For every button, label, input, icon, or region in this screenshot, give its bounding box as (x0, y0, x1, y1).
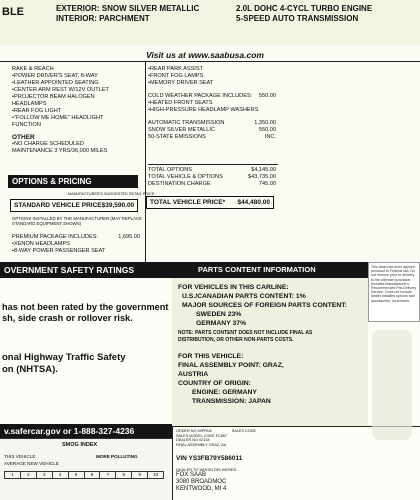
parts-note (178, 330, 312, 344)
note-line: DISTRIBUTION, OR OTHER NON-PARTS COSTS. (178, 337, 294, 343)
origin-line: TRANSMISSION: JAPAN (192, 398, 271, 405)
total-line (148, 181, 276, 188)
price-line-value: 550.00 (258, 127, 276, 133)
nhtsa-line: on (NHTSA). (2, 364, 58, 375)
total-vehicle-row (150, 199, 270, 206)
list-item: •LEATHER APPOINTED SEATING (12, 80, 99, 86)
list-item: •MEMORY DRIVER SEAT (148, 80, 214, 86)
total-line-label: TOTAL OPTIONS (148, 167, 193, 173)
list-item: •REAR FOG LIGHT (12, 108, 62, 114)
smog-scale-cell: 4 (53, 472, 69, 478)
installed-note (12, 216, 142, 226)
parts-heading: PARTS CONTENT INFORMATION (172, 262, 368, 278)
assembly-port: FINAL ASSEMBLY GRAZ, AU (176, 442, 227, 447)
list-item: HEADLAMPS (12, 101, 47, 107)
safety-line: has not been rated by the government (2, 302, 169, 312)
vin-line: VIN YS3FB79Y586011 (176, 455, 243, 462)
smog-more-polluting: MORE POLLUTING (96, 454, 138, 459)
header-code: BLE (2, 6, 24, 18)
list-item: •8-WAY POWER PASSENGER SEAT (12, 248, 106, 254)
price-line (148, 120, 276, 127)
deliver-label: DEALER TO WHOM DELIVERED (176, 467, 237, 472)
total-line (148, 174, 276, 181)
origin-line: ENGINE: GERMANY (192, 389, 257, 396)
smog-scale-cell: 1 (5, 472, 21, 478)
smog-scale-cell: 2 (21, 472, 37, 478)
premium-value: 1,695.00 (118, 234, 140, 240)
premium-label: PREMIUM PACKAGE INCLUDES: (12, 234, 98, 240)
smog-average: AVERAGE NEW VEHICLE (4, 461, 59, 466)
list-item: MAINTENANCE 3 YRS/36,000 MILES (12, 148, 108, 154)
center-divider (145, 61, 146, 262)
origin-line: FOR THIS VEHICLE: (178, 353, 244, 360)
safety-line: sh, side crash or rollover risk. (2, 313, 133, 323)
parts-line: FOR VEHICLES IN THIS CARLINE: (178, 284, 289, 291)
website-link[interactable]: Visit us at www.saabusa.com (146, 50, 264, 60)
dealer-city: KENTWOOD, MI 4 (176, 486, 227, 492)
origin-line: FINAL ASSEMBLY POINT: GRAZ, (178, 362, 284, 369)
federal-label-sticker: This label has been applied pursuant to Federal law. Do not remove prior to delivery to the ultimate purchaser. Includes Manufacturer's Recommended Pre-Delivery Service. Does not include dealer installed options and accessories, local taxes. (368, 262, 420, 322)
parts-content-text (178, 283, 347, 328)
origin-line: COUNTRY OF ORIGIN: (178, 380, 251, 387)
list-item: •"FOLLOW ME HOME" HEADLIGHT (12, 115, 104, 121)
price-line-label: 50-STATE EMISSIONS (148, 134, 206, 140)
model-code: SALES MODEL CODE FC867 (176, 433, 228, 438)
list-item: •HEATED FRONT SEATS (148, 100, 213, 106)
smog-scale-cell: 9 (132, 472, 148, 478)
total-line-value: 745.00 (258, 181, 276, 187)
safety-heading: OVERNMENT SAFETY RATINGS (0, 262, 172, 278)
total-vehicle-value: $44,480.00 (237, 199, 270, 206)
price-line (148, 127, 276, 134)
note-line: STANDARD EQUIPMENT SHOWN) (12, 221, 82, 226)
list-item: •XENON HEADLAMPS (12, 241, 70, 247)
note-line: OPTIONS INSTALLED BY THE MANUFACTURER (MAY REPLACE (12, 216, 142, 221)
total-line-value: $4,145.00 (251, 167, 276, 173)
standard-price-row (14, 202, 134, 209)
dealer-street: 3080 BROADMOC (176, 479, 227, 485)
safety-text (2, 302, 168, 324)
left-feature-list (12, 66, 109, 155)
dealer-name: FOX SAAB (176, 472, 207, 478)
cold-weather-label: COLD WEATHER PACKAGE INCLUDES: (148, 93, 253, 99)
parts-line: GERMANY 37% (196, 320, 247, 327)
total-line (148, 167, 276, 174)
list-item: •HIGH-PRESSURE HEADLAMP WASHERS (148, 107, 259, 113)
msrp-label: MANUFACTURER'S SUGGESTED RETAIL PRICE (68, 192, 155, 196)
note-line: NOTE: PARTS CONTENT DOES NOT INCLUDE FINAL AS (178, 330, 313, 336)
other-heading: OTHER (12, 134, 35, 141)
total-vehicle-label: TOTAL VEHICLE PRICE* (150, 199, 226, 206)
smog-scale-cell: 5 (69, 472, 85, 478)
order-info (176, 429, 256, 447)
options-heading: OPTIONS & PRICING (8, 175, 138, 188)
powertrain-info (236, 4, 372, 24)
list-item: RAKE & REACH (12, 66, 54, 72)
price-line-value: 1,350.00 (254, 120, 276, 126)
smog-this-vehicle: THIS VEHICLE (4, 454, 36, 459)
price-line-value: INC. (264, 134, 276, 140)
right-feature-list (148, 66, 276, 141)
totals-divider (148, 164, 278, 165)
smog-scale-cell: 8 (116, 472, 132, 478)
interior-color: INTERIOR: PARCHMENT (56, 14, 150, 23)
standard-price-label: STANDARD VEHICLE PRICE (14, 202, 102, 209)
smog-scale-cell: 10 (153, 472, 159, 477)
total-vehicle-price-box (146, 196, 274, 209)
dealer-number: DEALER NO 02134 (176, 438, 210, 442)
safercar-bar[interactable]: v.safercar.gov or 1-888-327-4236 (0, 424, 172, 438)
exterior-color: EXTERIOR: SNOW SILVER METALLIC (56, 4, 200, 13)
engine-line: 2.0L DOHC 4-CYCL TURBO ENGINE (236, 4, 373, 13)
vehicle-origin (178, 352, 284, 406)
standard-price-value: $39,590.00 (101, 202, 135, 209)
smog-title: SMOG INDEX (62, 442, 98, 448)
smog-scale-cell: 6 (85, 472, 101, 478)
price-line-label: SNOW SILVER METALLIC (148, 127, 215, 133)
color-info (56, 4, 199, 24)
sales-code: SALES CODE (231, 429, 256, 433)
list-item: •PROJECTOR BEAM HALOGEN (12, 94, 95, 100)
list-item: •FRONT FOG LAMPS (148, 73, 204, 79)
smog-scale-cell: 3 (37, 472, 53, 478)
smog-index-box (0, 438, 172, 500)
smog-scale-cell: 7 (100, 472, 116, 478)
price-line (148, 134, 276, 141)
premium-package (12, 234, 140, 255)
top-divider (0, 61, 420, 62)
parts-line: SWEDEN 23% (196, 311, 242, 318)
premium-row (12, 234, 140, 241)
list-item: •POWER DRIVER'S SEAT, 8-WAY (12, 73, 98, 79)
cold-weather-value: 550.00 (258, 93, 276, 99)
parts-line: U.S./CANADIAN PARTS CONTENT: 1% (182, 293, 306, 300)
nhtsa-line: onal Highway Traffic Safety (2, 352, 126, 363)
total-line-label: TOTAL VEHICLE & OPTIONS (148, 174, 223, 180)
total-line-label: DESTINATION CHARGE (148, 181, 211, 187)
total-line-value: $43,735.00 (248, 174, 276, 180)
standard-price-box (10, 199, 138, 212)
price-line-label: AUTOMATIC TRANSMISSION (148, 120, 225, 126)
list-item: •NO CHARGE SCHEDULED (12, 141, 84, 147)
nhtsa-text (2, 352, 126, 376)
parts-line: MAJOR SOURCES OF FOREIGN PARTS CONTENT: (182, 302, 347, 309)
list-item: •CENTER ARM REST W/12V OUTLET (12, 87, 109, 93)
paper-stain (372, 330, 412, 440)
list-item: •REAR PARK ASSIST (148, 66, 204, 72)
transmission-line: 5-SPEED AUTO TRANSMISSION (236, 14, 359, 23)
cold-weather-row (148, 93, 276, 100)
order-number: ORDER NO MIPRN2 (176, 429, 212, 433)
list-item: FUNCTION (12, 122, 41, 128)
origin-line: AUSTRIA (178, 371, 209, 378)
dealer-address (176, 472, 226, 493)
smog-scale (4, 471, 164, 479)
totals-list (148, 167, 276, 188)
